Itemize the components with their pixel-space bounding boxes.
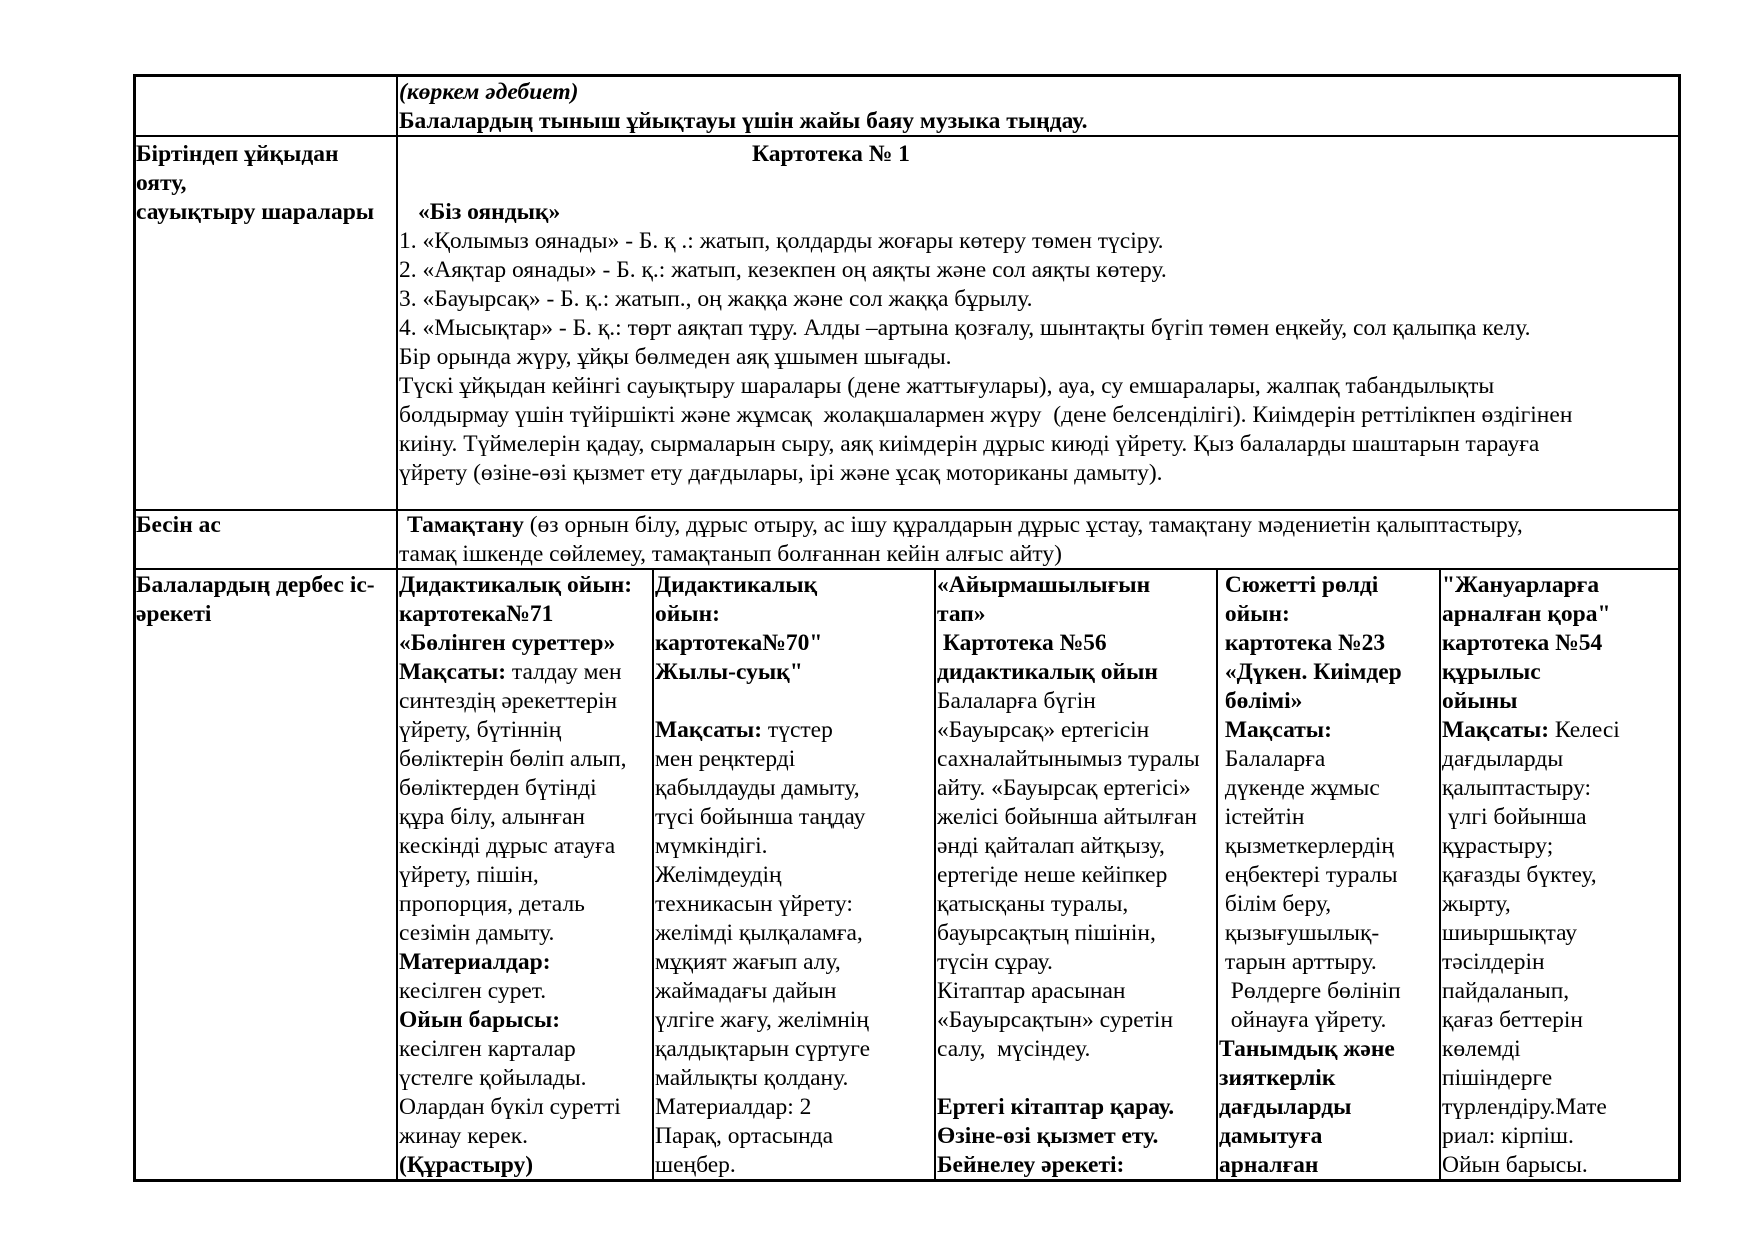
column-divider <box>1216 569 1218 1182</box>
activity-col2-line: Желімдеудің <box>655 862 782 888</box>
activity-col1-line: Материалдар: <box>399 949 551 975</box>
activity-col5-line: пішіндерге <box>1442 1065 1553 1091</box>
activity-col1-line: бөліктерден бүтінді <box>399 775 597 801</box>
activity-col3-line: Ертегі кітаптар қарау. <box>937 1094 1175 1120</box>
activity-col3-line: Бейнелеу әрекеті: <box>937 1152 1125 1178</box>
activity-col3-line: «Айырмашылығын <box>937 572 1151 598</box>
activity-col1-line: үйрету, бүтіннің <box>399 717 562 743</box>
activity-col5-line: "Жануарларға <box>1442 572 1600 598</box>
activity-col1-line: сезімін дамыту. <box>399 920 555 946</box>
activity-col2-line: жаймадағы дайын <box>655 978 837 1004</box>
activity-col1-line: Ойын барысы: <box>399 1007 561 1033</box>
activity-col2-line: мүмкіндігі. <box>655 833 768 859</box>
row3-label: Бесін ас <box>136 512 221 538</box>
activity-col3-line: Балаларға бүгін <box>937 688 1096 714</box>
activity-col4-line: істейтін <box>1219 804 1305 830</box>
row3-line1-rest: (өз орнын білу, дұрыс отыру, ас ішу құралдарын дұрыс ұстау, тамақтану мәдениетін қалыптастыру, <box>523 512 1523 538</box>
activity-col5-line: қалыптастыру: <box>1442 775 1592 801</box>
activity-col4-line: картотека №23 <box>1219 630 1386 656</box>
activity-col1-line: Мақсаты: талдау мен <box>399 659 622 685</box>
activity-col3-line: түсін сұрау. <box>937 949 1053 975</box>
activity-col2-line: майлықты қолдану. <box>655 1065 849 1091</box>
activity-col4-line: «Дүкен. Киімдер <box>1219 659 1402 685</box>
activity-col4-line: қызығушылық- <box>1219 920 1380 946</box>
activity-col3-line: «Бауырсақтын» суретін <box>937 1007 1174 1033</box>
activity-col3-line: «Бауырсақ» ертегісін <box>937 717 1150 743</box>
activity-col5-line: пайдаланып, <box>1442 978 1570 1004</box>
activity-col1-line: «Бөлінген суреттер» <box>399 630 616 656</box>
activity-col1-line: (Құрастыру) <box>399 1152 534 1178</box>
activity-col2-line: қалдықтарын сүртуге <box>655 1036 871 1062</box>
row2-body-line: 4. «Мысықтар» - Б. қ.: төрт аяқтап тұру. Алды –артына қозғалу, шынтақты бүгіп төмен еңкейу, сол қалыпқа келу. <box>399 315 1531 341</box>
row2-body-line: 1. «Қолымыз оянады» - Б. қ .: жатып, қолдарды жоғары көтеру төмен түсіру. <box>399 228 1164 254</box>
activity-col4-line: қызметкерлердің <box>1219 833 1394 859</box>
activity-col2-line: мен реңктерді <box>655 746 796 772</box>
activity-col4-line: Рөлдерге бөлініп <box>1219 978 1401 1004</box>
activity-col5-line: үлгі бойынша <box>1442 804 1587 830</box>
row2-body-line: болдырмау үшін түйіршікті және жұмсақ жолақшалармен жүру (дене белсенділігі). Киімдерін реттілікпен өздігінен <box>399 402 1573 428</box>
row2-body-line: Бір орында жүру, ұйқы бөлмеден аяқ ұшымен шығады. <box>399 344 952 370</box>
activity-col3-line: салу, мүсіндеу. <box>937 1036 1091 1062</box>
column-divider <box>934 569 936 1182</box>
row3-line1 <box>399 511 1523 540</box>
activity-col1-line: бөліктерін бөліп алып, <box>399 746 627 772</box>
activity-col3-line: Өзіне-өзі қызмет ету. <box>937 1123 1159 1149</box>
activity-col1-line: пропорция, деталь <box>399 891 585 917</box>
activity-col2-line: Материалдар: 2 <box>655 1094 812 1120</box>
activity-col5-line: құрастыру; <box>1442 833 1554 859</box>
activity-col2-line: үлгіге жағу, желімнің <box>655 1007 869 1033</box>
label-column-divider <box>396 74 398 1182</box>
activity-col4-line: Балаларға <box>1219 746 1326 772</box>
activity-col5-line: тәсілдерін <box>1442 949 1545 975</box>
activity-col1-line: Олардан бүкіл суретті <box>399 1094 621 1120</box>
activity-col2-line: техникасын үйрету: <box>655 891 853 917</box>
row2-body-line: үйрету (өзіне-өзі қызмет ету дағдылары, ірі және ұсақ моториканы дамыту). <box>399 460 1163 486</box>
activity-col5-line: түрлендіру.Мате <box>1442 1094 1607 1120</box>
activity-col4-line: ойын: <box>1219 601 1290 627</box>
activity-col5-line: арналған қора" <box>1442 601 1611 627</box>
activity-col4-line: дүкенде жұмыс <box>1219 775 1380 801</box>
activity-col5-line: көлемді <box>1442 1036 1521 1062</box>
activity-col5-line: Мақсаты: Келесі <box>1442 717 1620 743</box>
activity-col2-line: ойын: <box>655 601 721 627</box>
activity-col2-line: картотека№70" <box>655 630 823 656</box>
row2-body-line: 2. «Аяқтар оянады» - Б. қ.: жатып, кезекпен оң аяқты және сол аяқты көтеру. <box>399 257 1167 283</box>
activity-col1-line: жинау керек. <box>399 1123 528 1149</box>
row4-label-2: әрекеті <box>136 601 212 627</box>
activity-col5-line: қағаз беттерін <box>1442 1007 1583 1033</box>
activity-col1-line: құра білу, алынған <box>399 804 585 830</box>
activity-col4-line: дамытуға <box>1219 1123 1323 1149</box>
activity-col4-line: тарын арттыру. <box>1219 949 1377 975</box>
activity-col5-line: шиыршықтау <box>1442 920 1578 946</box>
activity-col2-line: Парақ, ортасында <box>655 1123 834 1149</box>
activity-col3-line: бауырсақтың пішінін, <box>937 920 1156 946</box>
row2-body-line: 3. «Бауырсақ» - Б. қ.: жатып., оң жаққа және сол жаққа бұрылу. <box>399 286 1033 312</box>
activity-col5-line: қағазды бүктеу, <box>1442 862 1597 888</box>
row2-subheading: «Біз ояндық» <box>418 199 561 225</box>
row1-line2: Балалардың тыныш ұйықтауы үшін жайы баяу музыка тыңдау. <box>399 108 1088 134</box>
activity-col3-line: желісі бойынша айтылған <box>937 804 1197 830</box>
activity-col3-line: дидактикалық ойын <box>937 659 1158 685</box>
activity-col2-line: қабылдауды дамыту, <box>655 775 860 801</box>
activity-col3-line: Кітаптар арасынан <box>937 978 1126 1004</box>
activity-col4-line: бөлімі» <box>1219 688 1303 714</box>
row3-bold-start: Тамақтану <box>407 512 524 538</box>
activity-col3-line: әнді қайталап айтқызу, <box>937 833 1165 859</box>
activity-col3-line: қатысқаны туралы, <box>937 891 1129 917</box>
activity-col4-line: ойнауға үйрету. <box>1219 1007 1387 1033</box>
row2-label-2: ояту, <box>136 170 187 196</box>
row4-label-1: Балалардың дербес іс- <box>136 572 375 598</box>
activity-col2-line: түсі бойынша таңдау <box>655 804 866 830</box>
activity-col1-line: кесілген сурет. <box>399 978 547 1004</box>
activity-col4-line: Танымдық және <box>1219 1036 1395 1062</box>
activity-col2-line: мұқият жағып алу, <box>655 949 841 975</box>
row3-line2: тамақ ішкенде сөйлемеу, тамақтанып болғаннан кейін алғыс айту) <box>399 541 1062 567</box>
activity-col2-line: Дидактикалық <box>655 572 818 598</box>
activity-col2-line: Жылы-суық" <box>655 659 803 685</box>
activity-col1-line: үйрету, пішін, <box>399 862 539 888</box>
activity-col1-line: кесілген карталар <box>399 1036 576 1062</box>
activity-col5-line: дағдыларды <box>1442 746 1564 772</box>
activity-col1-line: үстелге қойылады. <box>399 1065 587 1091</box>
activity-col3-line: ертегіде неше кейіпкер <box>937 862 1168 888</box>
row2-heading: Картотека № 1 <box>752 141 910 167</box>
activity-col4-line: Сюжетті рөлді <box>1219 572 1379 598</box>
activity-col1-line: картотека№71 <box>399 601 554 627</box>
activity-col3-line: айту. «Бауырсақ ертегісі» <box>937 775 1191 801</box>
activity-col1-line: синтездің әрекеттерін <box>399 688 618 714</box>
activity-col4-line: дағдыларды <box>1219 1094 1352 1120</box>
activity-col5-line: ойыны <box>1442 688 1518 714</box>
row1-line1: (көркем әдебиет) <box>399 79 579 105</box>
activity-col2-line: Мақсаты: түстер <box>655 717 833 743</box>
column-divider <box>652 569 654 1182</box>
activity-col4-line: еңбектері туралы <box>1219 862 1398 888</box>
activity-col4-line: Мақсаты: <box>1219 717 1332 743</box>
row2-body-line: Түскі ұйқыдан кейінгі сауықтыру шаралары (дене жаттығулары), ауа, су емшаралары, жалпақ табандылықты <box>399 373 1495 399</box>
activity-col3-line: тап» <box>937 601 986 627</box>
activity-col5-line: құрылыс <box>1442 659 1541 685</box>
activity-col5-line: риал: кірпіш. <box>1442 1123 1574 1149</box>
activity-col1-line: Дидактикалық ойын: <box>399 572 633 598</box>
activity-col1-line: кескінді дұрыс атауға <box>399 833 616 859</box>
activity-col3-line: Картотека №56 <box>937 630 1107 656</box>
activity-col5-line: картотека №54 <box>1442 630 1603 656</box>
row2-body-line: киіну. Түймелерін қадау, сырмаларын сыру, аяқ киімдерін дұрыс киюді үйрету. Қыз балаларды шаштарын тарауға <box>399 431 1540 457</box>
row2-label-3: сауықтыру шаралары <box>136 199 375 225</box>
row2-label-1: Біртіндеп ұйқыдан <box>136 141 339 167</box>
column-divider <box>1439 569 1441 1182</box>
activity-col4-line: арналған <box>1219 1152 1319 1178</box>
activity-col4-line: зияткерлік <box>1219 1065 1336 1091</box>
activity-col5-line: Ойын барысы. <box>1442 1152 1588 1178</box>
activity-col2-line: желімді қылқаламға, <box>655 920 863 946</box>
activity-col2-line: шеңбер. <box>655 1152 736 1178</box>
activity-col5-line: жырту, <box>1442 891 1511 917</box>
activity-col4-line: білім беру, <box>1219 891 1332 917</box>
activity-col3-line: сахналайтынымыз туралы <box>937 746 1200 772</box>
